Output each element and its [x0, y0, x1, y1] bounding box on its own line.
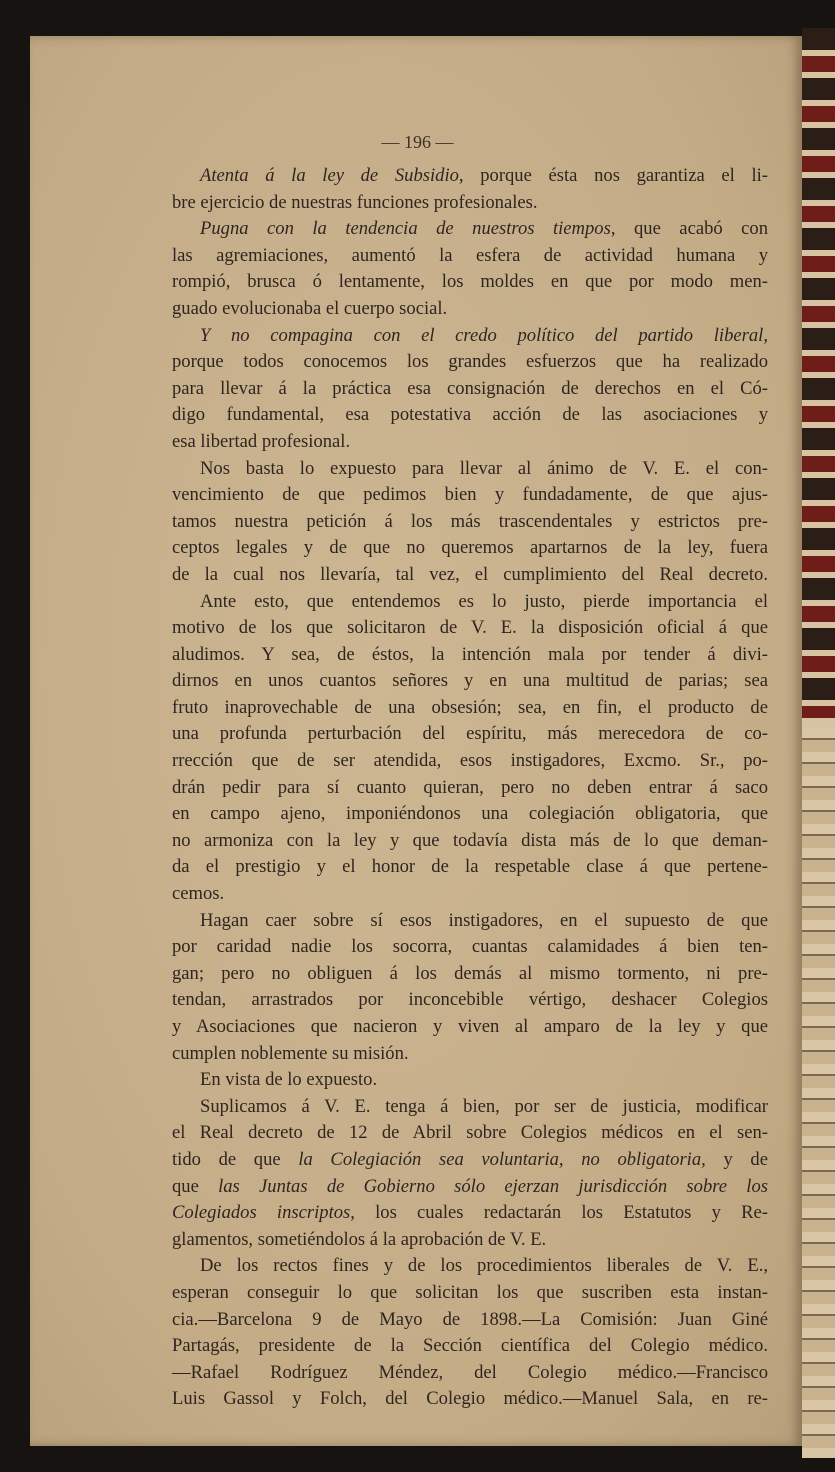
- spine-ornament-bottom: [802, 728, 835, 1458]
- text-line: —Rafael Rodríguez Méndez, del Colegio médico.—Francisco: [172, 1361, 768, 1383]
- text-line: digo fundamental, esa potestativa acción de las asociaciones y: [172, 404, 768, 426]
- text-line: cemos.: [172, 883, 225, 905]
- text-line: tendan, arrastrados por inconcebible vértigo, deshacer Colegios: [172, 989, 768, 1011]
- text-line: Atenta á la ley de Subsidio, porque ésta nos garantiza el li-: [200, 165, 768, 186]
- text-line: no armoniza con la ley y que todavía dista más de lo que deman-: [172, 829, 768, 851]
- text-line: de la cual nos llevaría, tal vez, el cumplimiento del Real decreto.: [172, 563, 768, 585]
- text-line: para llevar á la práctica esa consignación de derechos en el Có-: [172, 377, 768, 399]
- text-line: motivo de los que solicitaron de V. E. la disposición oficial á que: [172, 617, 768, 639]
- text-line: aludimos. Y sea, de éstos, la intención mala por tender á divi-: [172, 643, 768, 665]
- page-number: — 196 —: [381, 132, 454, 152]
- text-line: Nos basta lo expuesto para llevar al ánimo de V. E. el con-: [200, 457, 768, 479]
- text-line: esa libertad profesional.: [172, 430, 351, 452]
- text-line: Ante esto, que entendemos es lo justo, pierde importancia el: [200, 590, 768, 612]
- text-line: ceptos legales y de que no queremos apartarnos de la ley, fuera: [172, 537, 768, 559]
- text-line: De los rectos fines y de los procedimientos liberales de V. E.,: [200, 1255, 768, 1277]
- text-line: drán pedir para sí cuanto quieran, pero no deben entrar á saco: [172, 776, 768, 798]
- text-line: el Real decreto de 12 de Abril sobre Colegios médicos en el sen-: [172, 1122, 768, 1144]
- text-line: En vista de lo expuesto.: [200, 1069, 378, 1091]
- text-line: bre ejercicio de nuestras funciones profesionales.: [172, 191, 538, 213]
- text-line: glamentos, sometiéndolos á la aprobación de V. E.: [172, 1228, 547, 1250]
- text-line: gan; pero no obliguen á los demás al mismo tormento, ni pre-: [172, 962, 768, 984]
- text-line: vencimiento de que pedimos bien y fundadamente, de que ajus-: [172, 484, 768, 506]
- text-line: una profunda perturbación del espíritu, más merecedora de co-: [172, 723, 768, 745]
- text-line: Partagás, presidente de la Sección científica del Colegio médico.: [172, 1335, 768, 1357]
- text-line: Colegiados inscriptos, los cuales redactarán los Estatutos y Re-: [172, 1202, 768, 1224]
- text-line: rompió, brusca ó lentamente, los moldes en que por modo men-: [172, 271, 768, 293]
- text-line: dirnos en unos cuantos señores y en una multitud de parias; sea: [172, 670, 768, 692]
- text-line: guado evolucionaba el cuerpo social.: [172, 297, 448, 319]
- text-line: cumplen noblemente su misión.: [172, 1042, 409, 1064]
- text-line: y Asociaciones que nacieron y viven al amparo de la ley y que: [172, 1016, 768, 1037]
- decorative-spine: [802, 28, 835, 1458]
- text-line: que las Juntas de Gobierno sólo ejerzan jurisdicción sobre los: [172, 1175, 768, 1197]
- text-line: esperan conseguir lo que solicitan los que suscriben esta instan-: [172, 1281, 768, 1303]
- text-line: rrección que de ser atendida, esos instigadores, Excmo. Sr., po-: [172, 750, 768, 772]
- text-line: porque todos conocemos los grandes esfuerzos que ha realizado: [172, 351, 768, 373]
- text-line: Suplicamos á V. E. tenga á bien, por ser de justicia, modificar: [200, 1095, 768, 1117]
- text-line: las agremiaciones, aumentó la esfera de actividad humana y: [172, 244, 768, 266]
- text-line: Hagan caer sobre sí esos instigadores, en el supuesto de que: [200, 909, 768, 931]
- text-line: tido de que la Colegiación sea voluntaria, no obligatoria, y de: [172, 1148, 768, 1170]
- body-text: [172, 163, 768, 1413]
- text-line: Y no compagina con el credo político del partido liberal,: [200, 324, 768, 346]
- text-line: cia.—Barcelona 9 de Mayo de 1898.—La Comisión: Juan Giné: [172, 1308, 768, 1330]
- text-line: tamos nuestra petición á los más trascendentales y estrictos pre-: [172, 510, 768, 532]
- text-line: Luis Gassol y Folch, del Colegio médico.—Manuel Sala, en re-: [172, 1388, 768, 1410]
- text-line: Pugna con la tendencia de nuestros tiempos, que acabó con: [200, 218, 769, 240]
- text-line: en campo ajeno, imponiéndonos una colegiación obligatoria, que: [172, 803, 768, 825]
- text-line: fruto inaprovechable de una obsesión; sea, en fin, el producto de: [172, 696, 768, 718]
- text-line: por caridad nadie los socorra, cuantas calamidades á bien ten-: [172, 936, 768, 958]
- text-line: da el prestigio y el honor de la respetable clase á que pertene-: [172, 856, 768, 878]
